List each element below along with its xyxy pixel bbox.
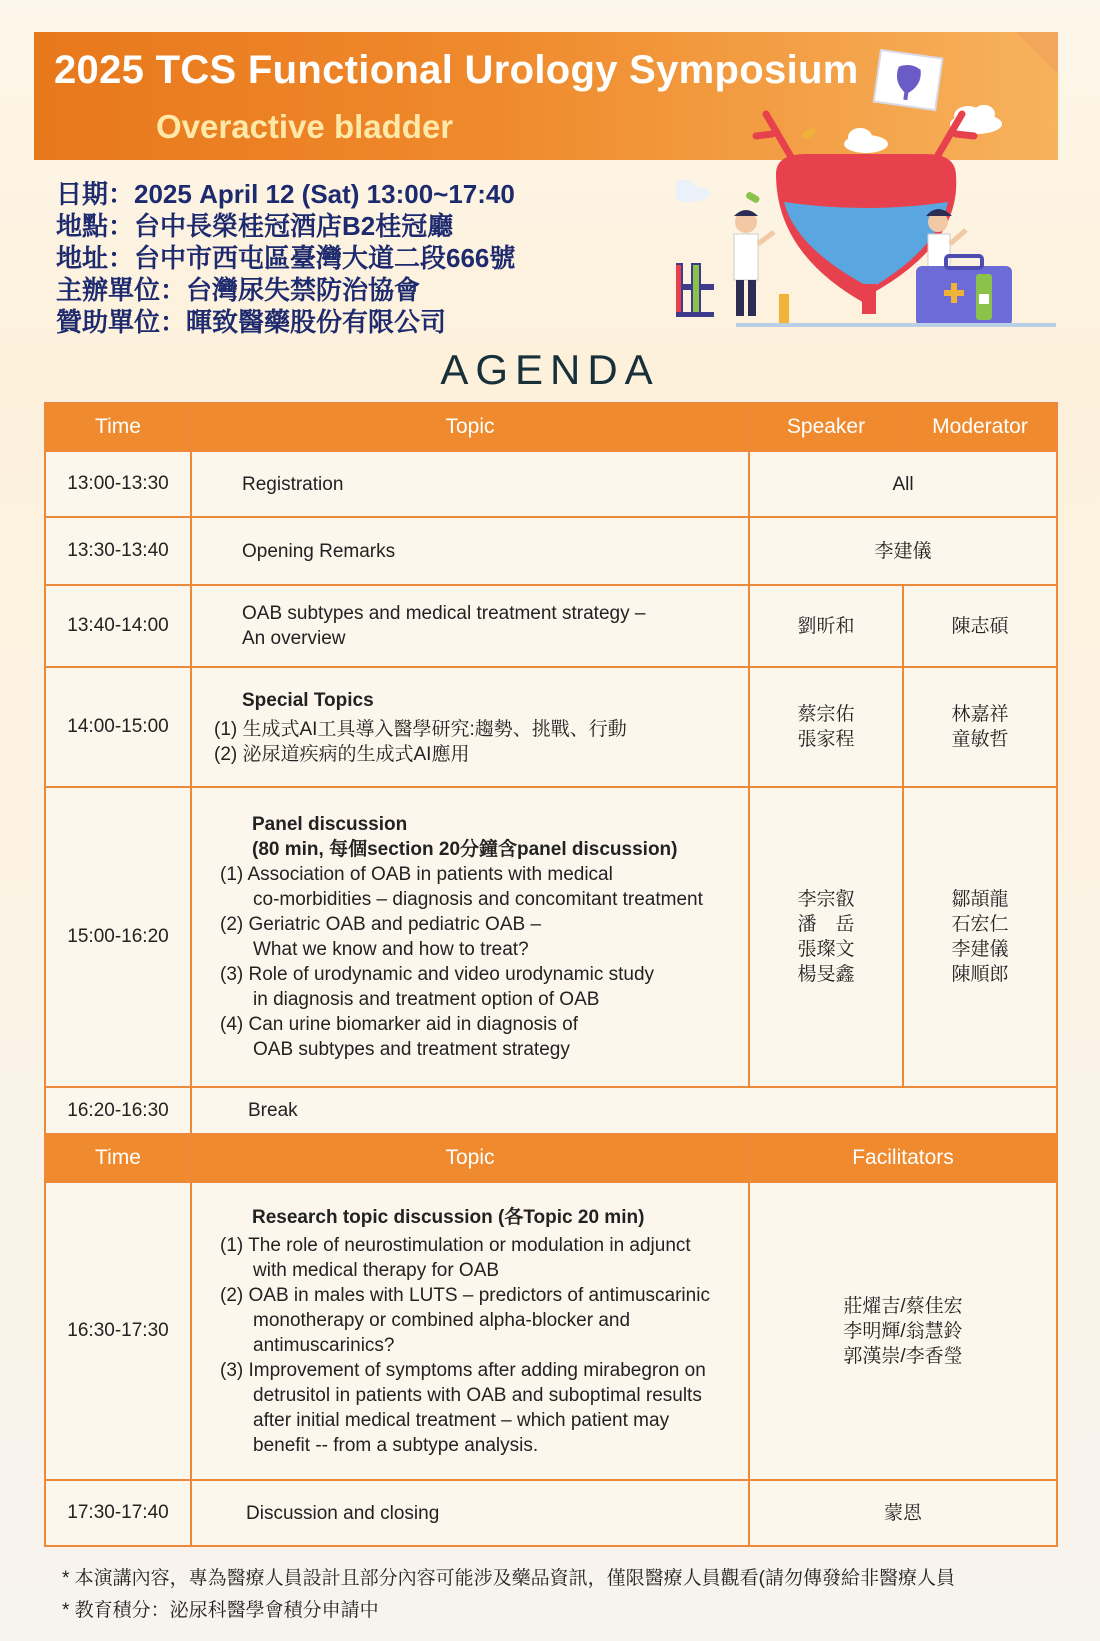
agenda-heading: AGENDA <box>440 346 660 393</box>
table-row <box>45 451 1057 517</box>
cloud-icon <box>676 180 710 202</box>
doctor-icon <box>734 210 774 316</box>
header-time: Time <box>45 403 191 451</box>
topic-item-cont: in diagnosis and treatment option of OAB <box>253 989 600 1010</box>
table-row <box>45 585 1057 667</box>
topic-item: (1) The role of neurostimulation or modulation in adjunct <box>220 1234 691 1256</box>
moderator-name: 陳順郎 <box>951 964 1009 985</box>
speaker-name: 李宗叡 <box>797 889 855 910</box>
topic-item: (2) Geriatric OAB and pediatric OAB – <box>220 914 542 935</box>
topic-item-cont: OAB subtypes and treatment strategy <box>253 1039 570 1060</box>
event-organizer: 主辦單位：台灣尿失禁防治協會 <box>56 275 421 305</box>
row-time: 13:00-13:30 <box>45 451 191 517</box>
facilitator-pair: 李明輝/翁慧鈴 <box>843 1320 963 1342</box>
row-time: 16:30-17:30 <box>45 1182 191 1480</box>
moderator-name: 林嘉祥 <box>951 704 1009 725</box>
bladder-note-icon <box>874 50 943 110</box>
event-date: 日期：2025 April 12 (Sat) 13:00~17:40 <box>56 179 515 209</box>
row-all: 李建儀 <box>749 517 1057 585</box>
row-speaker: 劉昕和 <box>749 585 903 667</box>
topic-item: (1) Association of OAB in patients with medical <box>220 864 613 885</box>
row-topic: Break <box>191 1087 1057 1134</box>
row-topic: Opening Remarks <box>191 517 749 585</box>
row-speaker <box>749 667 903 787</box>
table-header-row <box>45 1134 1057 1182</box>
topic-item-cont: antimuscarinics? <box>253 1334 395 1356</box>
event-address: 地址：台中市西屯區臺灣大道二段666號 <box>56 243 516 273</box>
row-time: 13:30-13:40 <box>45 517 191 585</box>
topic-item: (2) OAB in males with LUTS – predictors of antimuscarinic <box>220 1284 710 1306</box>
row-facilitator: 蒙恩 <box>749 1480 1057 1546</box>
moderator-name: 童敏哲 <box>951 729 1009 750</box>
topic-title: (80 min, 每個section 20分鐘含panel discussion) <box>252 839 678 860</box>
header-moderator: Moderator <box>903 403 1057 451</box>
header-topic: Topic <box>191 1134 749 1182</box>
table-row <box>45 517 1057 585</box>
topic-item: (4) Can urine biomarker aid in diagnosis of <box>220 1014 579 1035</box>
footnote: * 本演講內容，專為醫療人員設計且部分內容可能涉及藥品資訊，僅限醫療人員觀看(請勿傳發給非醫療人員 <box>62 1568 956 1589</box>
topic-item-cont: monotherapy or combined alpha-blocker and <box>253 1309 631 1331</box>
row-topic <box>191 585 749 667</box>
footnotes <box>62 1563 955 1627</box>
speaker-name: 蔡宗佑 <box>797 704 855 725</box>
event-sponsor: 贊助單位：暉致醫藥股份有限公司 <box>56 307 447 337</box>
row-topic: Discussion and closing <box>191 1480 749 1546</box>
topic-line: OAB subtypes and medical treatment strategy – <box>242 603 646 624</box>
row-facilitators <box>749 1182 1057 1480</box>
row-topic <box>191 1182 749 1480</box>
event-info <box>56 178 515 338</box>
row-moderator <box>903 667 1057 787</box>
table-row <box>45 1480 1057 1546</box>
topic-item: (3) Role of urodynamic and video urodynamic study <box>220 964 655 985</box>
event-venue: 地點：台中長榮桂冠酒店B2桂冠廳 <box>56 211 454 241</box>
topic-item-cont: What we know and how to treat? <box>253 939 529 960</box>
cloud-icon <box>844 128 888 153</box>
table-row <box>45 787 1057 1087</box>
speaker-name: 楊旻鑫 <box>797 964 855 985</box>
row-time: 13:40-14:00 <box>45 585 191 667</box>
moderator-name: 鄒頡龍 <box>951 889 1009 910</box>
header-time: Time <box>45 1134 191 1182</box>
header-topic: Topic <box>191 403 749 451</box>
row-moderator <box>903 787 1057 1087</box>
topic-item: (2) 泌尿道疾病的生成式AI應用 <box>214 743 470 765</box>
medical-kit-icon <box>916 256 1012 326</box>
speaker-name: 潘 岳 <box>797 914 855 935</box>
moderator-name: 石宏仁 <box>951 914 1009 935</box>
topic-item-cont: benefit -- from a subtype analysis. <box>253 1434 539 1456</box>
topic-item-cont: with medical therapy for OAB <box>253 1259 500 1281</box>
table-row <box>45 667 1057 787</box>
footnote: * 教育積分：泌尿科醫學會積分申請中 <box>62 1600 379 1621</box>
row-time: 14:00-15:00 <box>45 667 191 787</box>
topic-item-cont: after initial medical treatment – which patient may <box>253 1409 670 1431</box>
topic-line: An overview <box>242 628 346 649</box>
row-time: 15:00-16:20 <box>45 787 191 1087</box>
topic-item-cont: detrusitol in patients with OAB and suboptimal results <box>253 1384 702 1406</box>
facilitator-pair: 郭漢崇/李香瑩 <box>843 1345 963 1367</box>
facilitator-pair: 莊燿吉/蔡佳宏 <box>843 1295 963 1317</box>
header-speaker: Speaker <box>749 403 903 451</box>
bladder-illustration <box>676 44 1066 354</box>
row-topic: Registration <box>191 451 749 517</box>
test-tubes-icon <box>676 264 714 317</box>
page-title: 2025 TCS Functional Urology Symposium <box>54 48 859 92</box>
row-time: 16:20-16:30 <box>45 1087 191 1134</box>
table-row <box>45 1087 1057 1134</box>
topic-item: (3) Improvement of symptoms after adding mirabegron on <box>220 1359 706 1381</box>
row-topic <box>191 787 749 1087</box>
topic-title: Research topic discussion (各Topic 20 min) <box>252 1206 645 1228</box>
row-all: All <box>749 451 1057 517</box>
row-moderator: 陳志碩 <box>903 585 1057 667</box>
table-row <box>45 1182 1057 1480</box>
topic-item: (1) 生成式AI工具導入醫學研究:趨勢、挑戰、行動 <box>214 718 627 740</box>
topic-item-cont: co-morbidities – diagnosis and concomitant treatment <box>253 889 703 910</box>
page-subtitle: Overactive bladder <box>156 108 454 145</box>
table-header-row <box>45 403 1057 451</box>
row-speaker <box>749 787 903 1087</box>
topic-title: Special Topics <box>242 689 374 711</box>
topic-title: Panel discussion <box>252 814 408 835</box>
header-facilitators: Facilitators <box>749 1134 1057 1182</box>
moderator-name: 李建儀 <box>951 939 1009 960</box>
row-time: 17:30-17:40 <box>45 1480 191 1546</box>
speaker-name: 張家程 <box>797 729 855 750</box>
speaker-name: 張璨文 <box>797 939 855 960</box>
row-topic <box>191 667 749 787</box>
agenda-table <box>44 402 1058 1547</box>
